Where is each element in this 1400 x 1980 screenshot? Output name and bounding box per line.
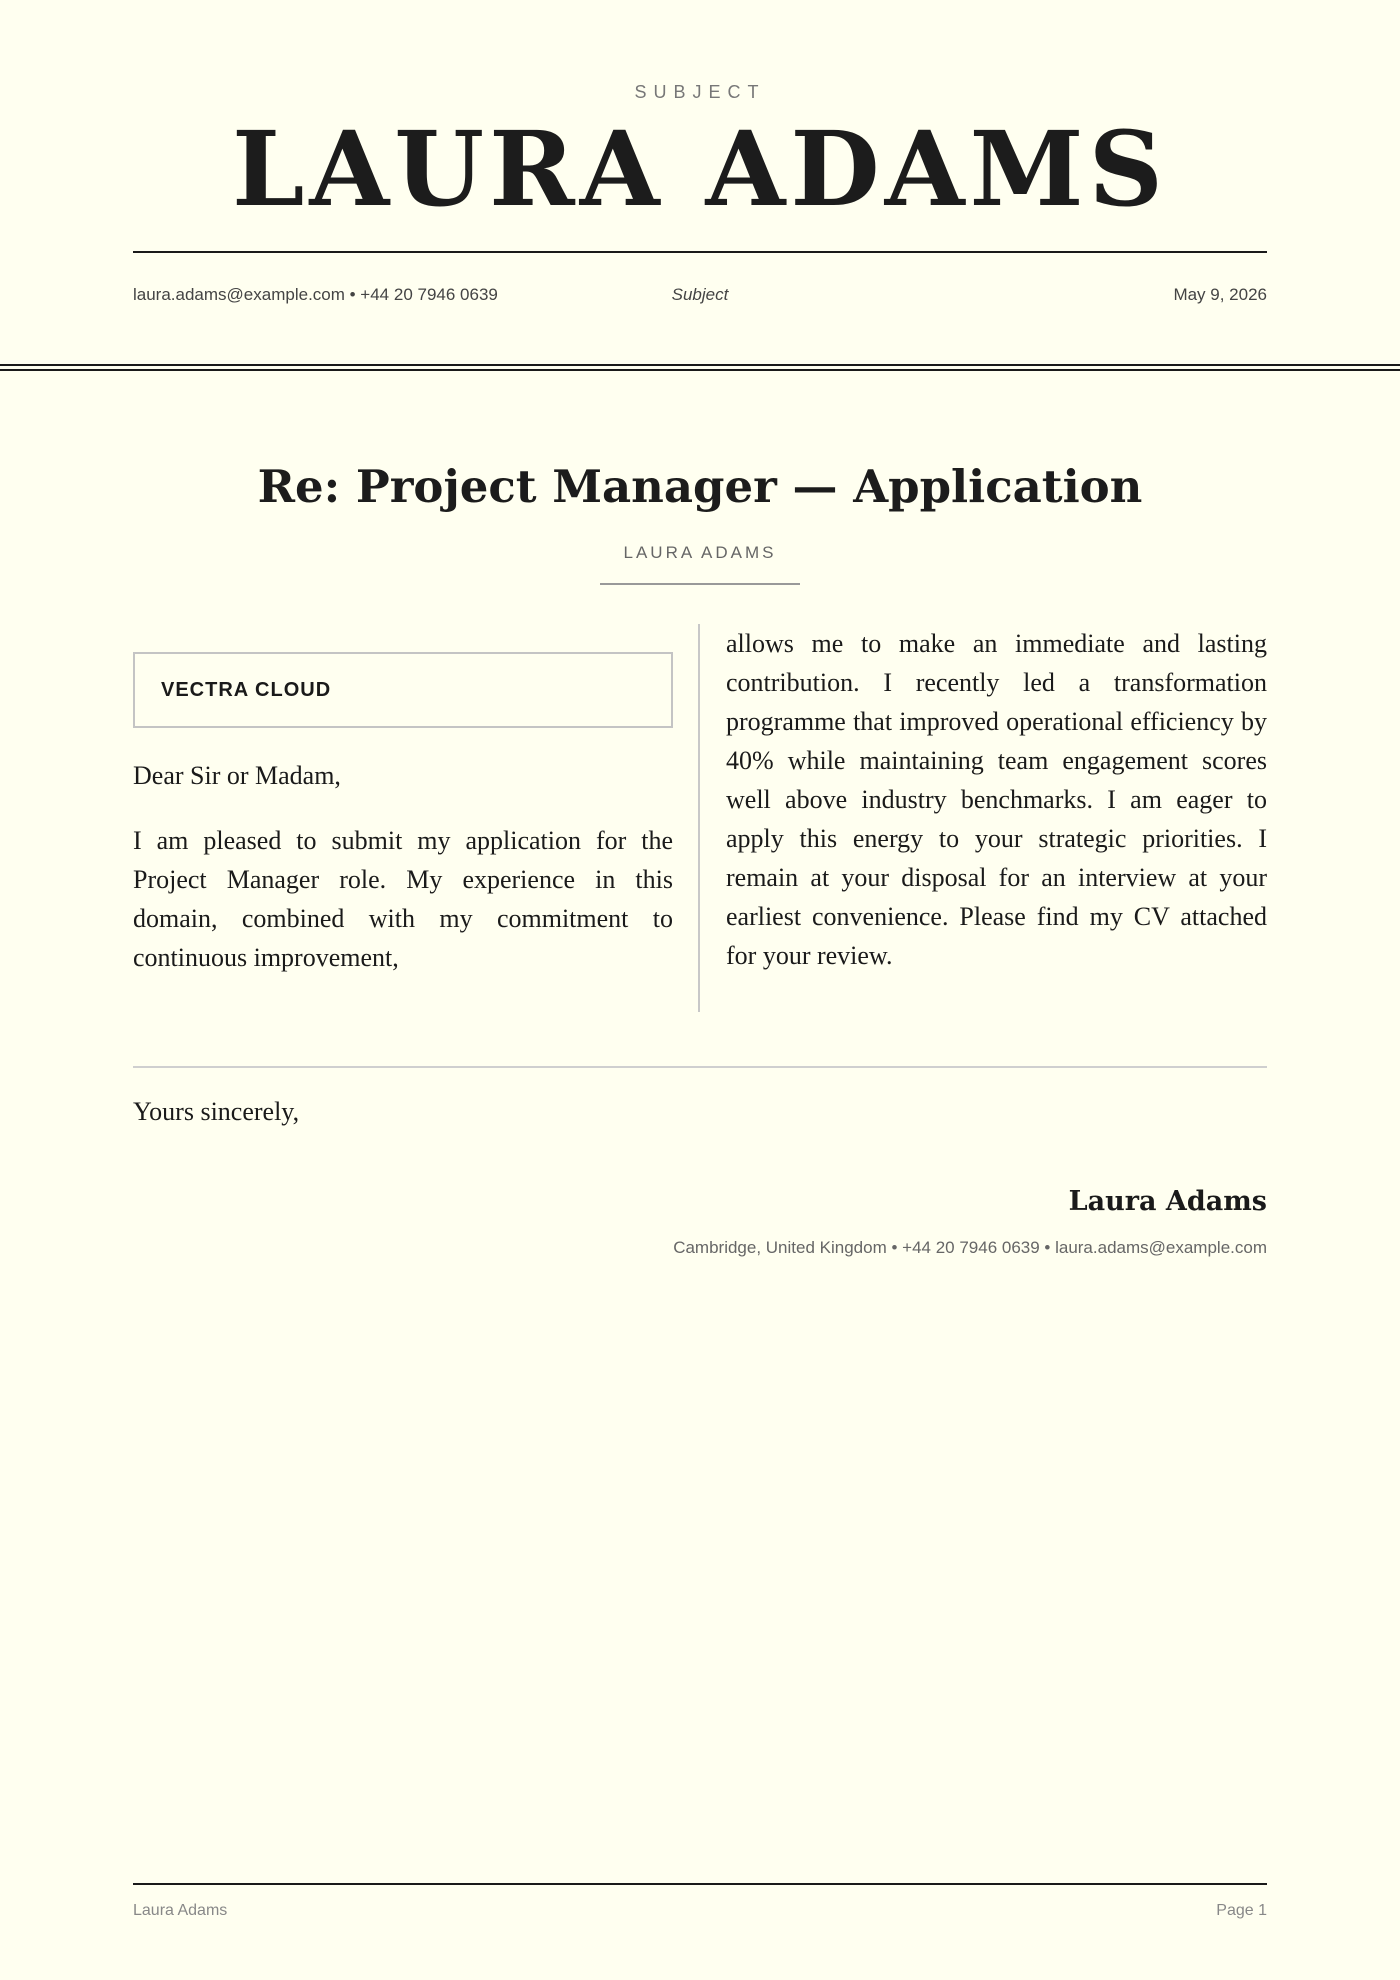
section-rule (133, 1066, 1267, 1068)
footer-name: Laura Adams (133, 1902, 228, 1919)
body-paragraph-right: allows me to make an immediate and lasting contribution. I recently led a transformation programme that improved operational efficiency by 40% while maintaining team engagement scores well above industry benchmarks. I am eager to apply this energy to your strategic priorities. I remain at your disposal for an interview at your earliest convenience. Please find my CV attached for your review. (726, 629, 1267, 970)
double-rule-bottom (0, 369, 1400, 371)
salutation: Dear Sir or Madam, (133, 761, 341, 790)
byline-rule (600, 583, 800, 585)
closing: Yours sincerely, (133, 1097, 300, 1126)
masthead-name: LAURA ADAMS (231, 109, 1169, 230)
signature-contact: Cambridge, United Kingdom • +44 20 7946 0639 • laura.adams@example.com (673, 1238, 1267, 1257)
column-right (726, 624, 1267, 975)
masthead-contact: laura.adams@example.com • +44 20 7946 0639 (133, 285, 498, 304)
letter-byline: LAURA ADAMS (623, 543, 777, 562)
letter-title: Re: Project Manager — Application (257, 460, 1143, 513)
masthead-subject: Subject (671, 285, 729, 304)
column-divider (698, 624, 700, 1012)
recipient-box: VECTRA CLOUD (133, 652, 673, 728)
double-rule-top (0, 364, 1400, 366)
footer-rule (133, 1883, 1267, 1885)
signature-name: Laura Adams (1068, 1186, 1267, 1217)
footer-page-number: Page 1 (1216, 1902, 1267, 1919)
masthead-date: May 9, 2026 (1173, 285, 1267, 304)
masthead-rule (133, 251, 1267, 253)
masthead-meta-row (133, 285, 1267, 307)
column-left (133, 624, 673, 977)
masthead-kicker: SUBJECT (634, 82, 766, 102)
body-paragraph-left: I am pleased to submit my application for the Project Manager role. My experience in this domain, combined with my commitment to continuous improvement, (133, 826, 673, 972)
